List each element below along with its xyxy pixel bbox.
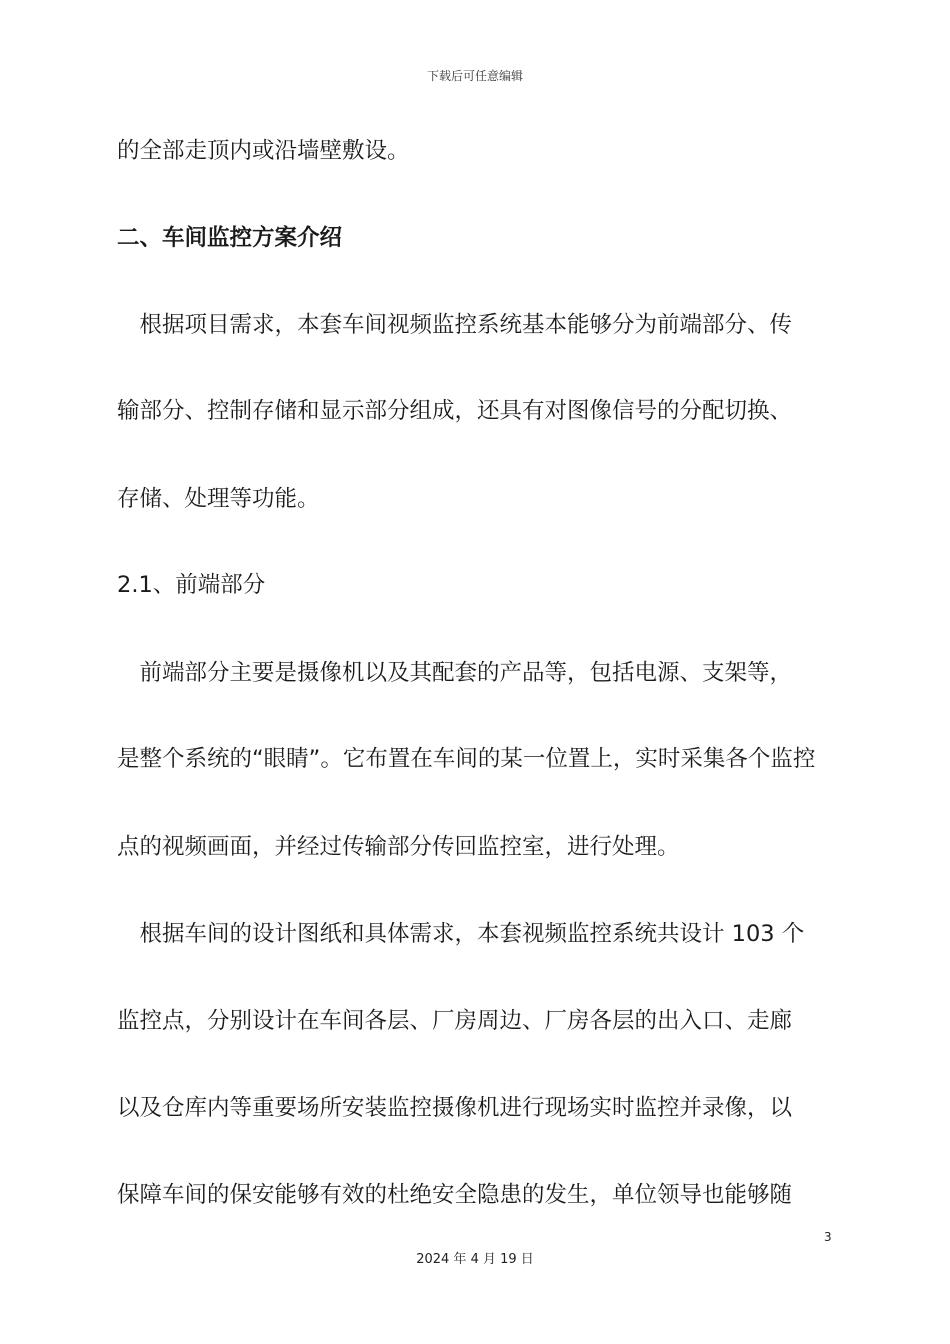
paragraph-line: 存储、处理等功能。 [117,486,320,512]
paragraph-line: 的全部走顶内或沿墙壁敷设。 [117,138,410,164]
page-header: 下载后可任意编辑 [426,69,523,83]
paragraph-line: 点的视频画面，并经过传输部分传回监控室，进行处理。 [117,834,680,860]
page-number: 3 [824,1230,832,1244]
paragraph-line: 根据车间的设计图纸和具体需求，本套视频监控系统共设计 103 个 [117,921,805,947]
paragraph-line: 以及仓库内等重要场所安装监控摄像机进行现场实时监控并录像，以 [117,1095,793,1121]
subsection-heading: 2.1、前端部分 [117,572,266,598]
paragraph-line: 是整个系统的“眼睛”。它布置在车间的某一位置上，实时采集各个监控 [117,746,816,772]
footer-date: 2024 年 4 月 19 日 [416,1252,534,1267]
paragraph-line: 保障车间的保安能够有效的杜绝安全隐患的发生，单位领导也能够随 [117,1182,793,1208]
paragraph-line: 前端部分主要是摄像机以及其配套的产品等，包括电源、支架等， [117,660,793,686]
paragraph-line: 输部分、控制存储和显示部分组成，还具有对图像信号的分配切换、 [117,398,793,424]
paragraph-line: 根据项目需求，本套车间视频监控系统基本能够分为前端部分、传 [117,312,793,338]
section-heading: 二、车间监控方案介绍 [117,225,343,251]
paragraph-line: 监控点，分别设计在车间各层、厂房周边、厂房各层的出入口、走廊 [117,1008,793,1034]
